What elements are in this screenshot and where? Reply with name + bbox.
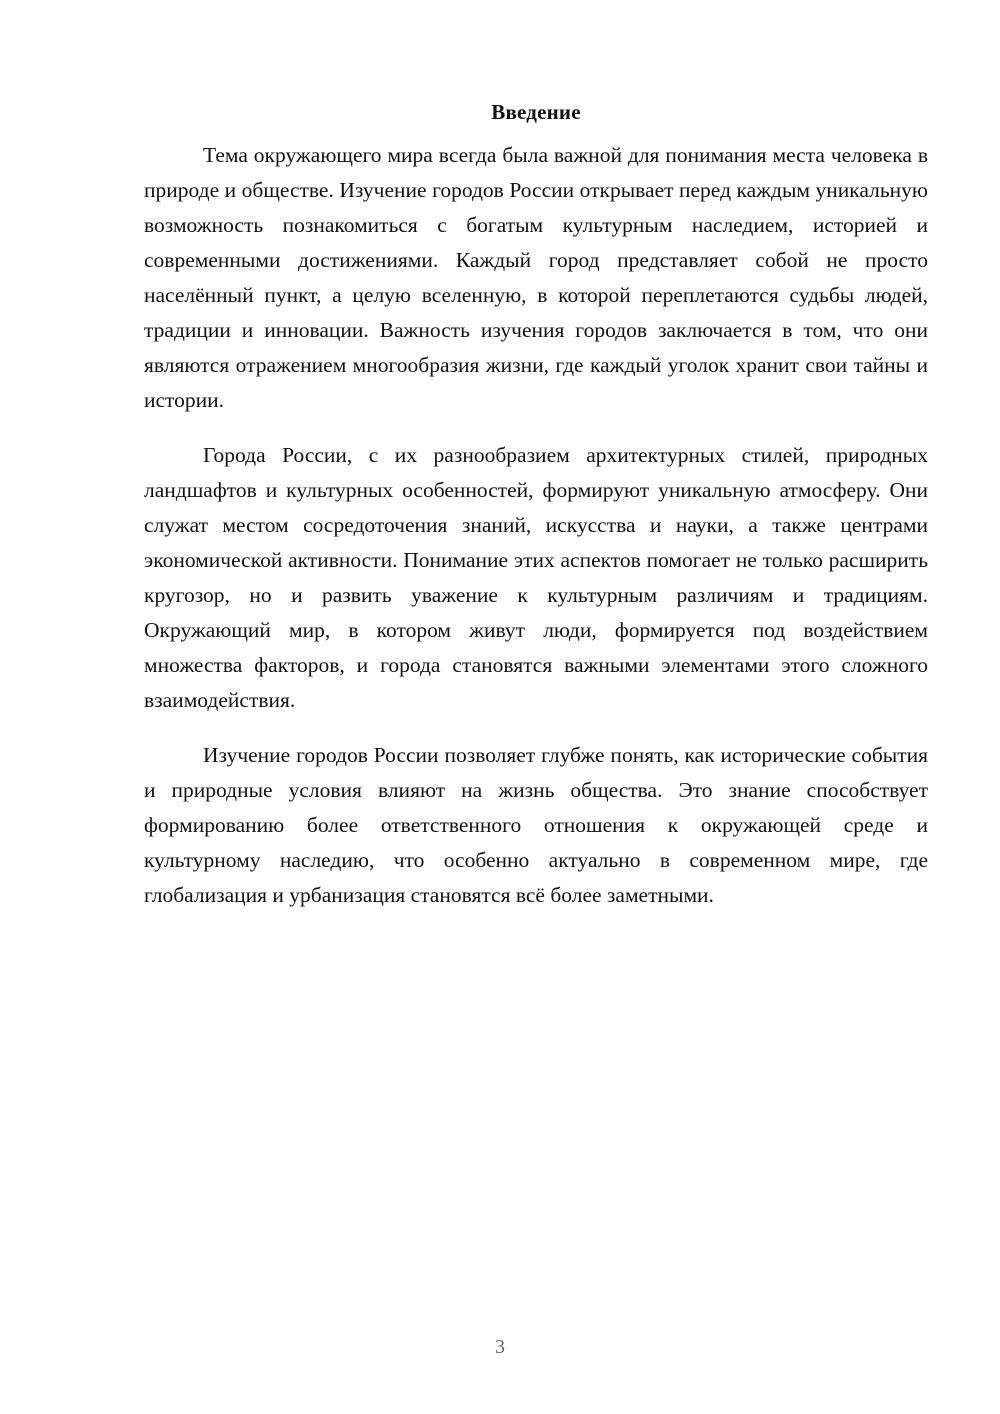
paragraph-2: Города России, с их разнообразием архитектурных стилей, природных ландшафтов и культурных особенностей, формируют уникальную атмосферу. Они служат местом сосредоточения знаний, искусства и науки, а также центрами экономической активности. Понимание этих аспектов помогает не только расширить кругозор, но и развить уважение к культурным различиям и традициям. Окружающий мир, в котором живут люди, формируется под воздействием множества факторов, и города становятся важными элементами этого сложного взаимодействия. [144, 443, 928, 712]
page-number: 3 [495, 1336, 505, 1358]
paragraph-1: Тема окружающего мира всегда была важной для понимания места человека в природе и обществе. Изучение городов России открывает перед каждым уникальную возможность познакомиться с богатым культурным наследием, историей и современными достижениями. Каждый город представляет собой не просто населённый пункт, а целую вселенную, в которой переплетаются судьбы людей, традиции и инновации. Важность изучения городов заключается в том, что они являются отражением многообразия жизни, где каждый уголок хранит свои тайны и истории. [144, 143, 928, 412]
paragraph-3: Изучение городов России позволяет глубже понять, как исторические события и природные условия влияют на жизнь общества. Это знание способствует формированию более ответственного отношения к окружающей среде и культурному наследию, что особенно актуально в современном мире, где глобализация и урбанизация становятся всё более заметными. [144, 743, 928, 907]
page-content [144, 98, 928, 933]
section-title: Введение [491, 100, 581, 124]
